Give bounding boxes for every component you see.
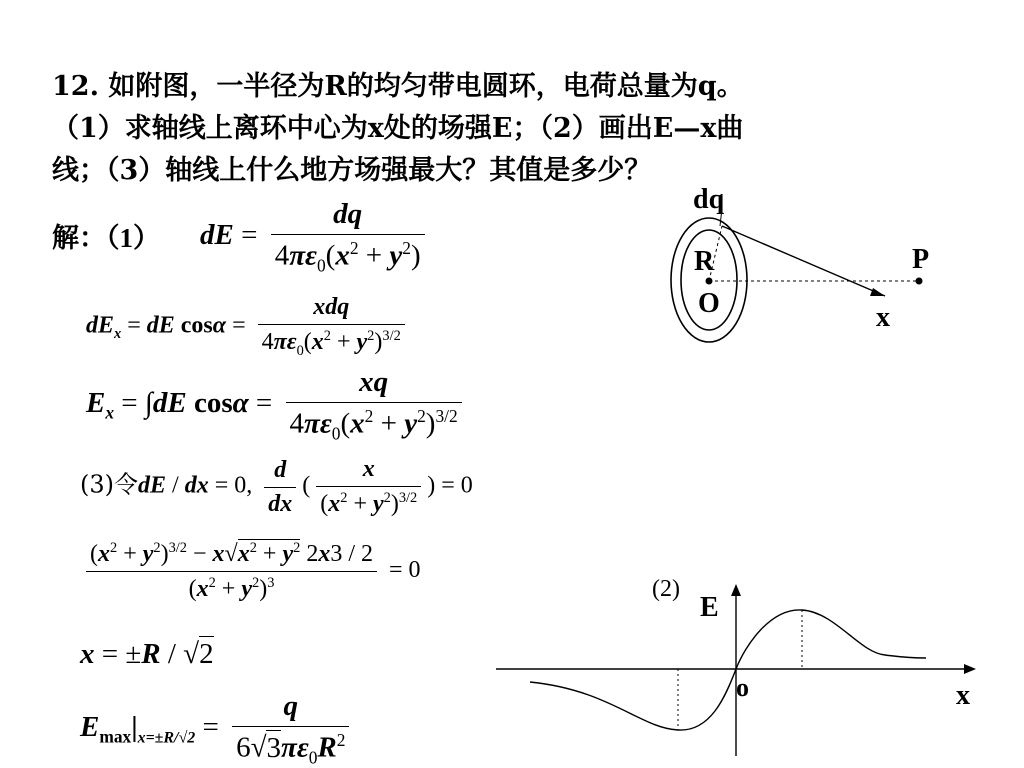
part3-label: (3)令 <box>80 470 138 499</box>
equation-emax: $E_{max}|_{x=\pm R/√2}$ = $\frac{q}{6√3\pi\varepsilon_0R^2}$ <box>80 690 355 768</box>
label-r: R <box>694 246 715 277</box>
problem-line-3: 线；（3）轴线上什么地方场强最大？其值是多少？ <box>52 155 652 186</box>
equation-x-max: x = ±R / √2 <box>80 638 214 670</box>
e-x-curve <box>530 610 926 730</box>
graph-label-x: x <box>956 680 970 711</box>
ring-diagram <box>660 180 960 350</box>
field-vector-arrowhead <box>870 288 885 296</box>
problem-statement <box>52 66 952 192</box>
graph-y-arrowhead <box>731 584 741 596</box>
solution-label: 解：（1） <box>52 223 160 253</box>
label-o: O <box>698 288 720 319</box>
equation-expanded-derivative: $\frac{(x^2 + y^2)^{3/2} - x√x^2 + y^2 2x3 / 2}{(x^2 + y^2)^3}$ = 0 <box>80 540 421 603</box>
point-p-dot <box>916 278 923 285</box>
graph-label-e: E <box>700 592 719 623</box>
equation-derivative: (3)令dE / dx = 0, $\frac{d}{dx}$ ( $\frac{x}{(x^2 + y^2)^{3/2}}$ ) = 0 <box>80 456 473 517</box>
equation-ex: $E_x = \int dE$ cosα = $\frac{xq}{4\pi\varepsilon_0(x^2 + y^2)^{3/2}}$ <box>86 366 468 444</box>
graph-label-origin: o <box>736 673 749 702</box>
problem-line-2: （1）求轴线上离环中心为x处的场强E；（2）画出E—x曲 <box>52 113 744 144</box>
graph-x-arrowhead <box>964 664 976 674</box>
label-x-axis: x <box>876 302 890 333</box>
ring-center-dot <box>706 278 713 285</box>
part2-label: (2) <box>652 576 680 602</box>
e-x-graph <box>490 578 990 758</box>
label-p: P <box>912 244 930 275</box>
label-dq: dq <box>693 184 725 215</box>
equation-de: dE = $\frac{dq}{4\pi\varepsilon_0(x^2 + y^2)}$ <box>200 198 431 276</box>
problem-line-1: 12. 如附图，一半径为R的均匀带电圆环，电荷总量为q。 <box>52 71 744 102</box>
equation-dex: $dE_x$ = dE cosα = $\frac{\text{xdq}}{4\pi\varepsilon_0(x^2 + y^2)^{3/2}}$ <box>86 294 411 360</box>
